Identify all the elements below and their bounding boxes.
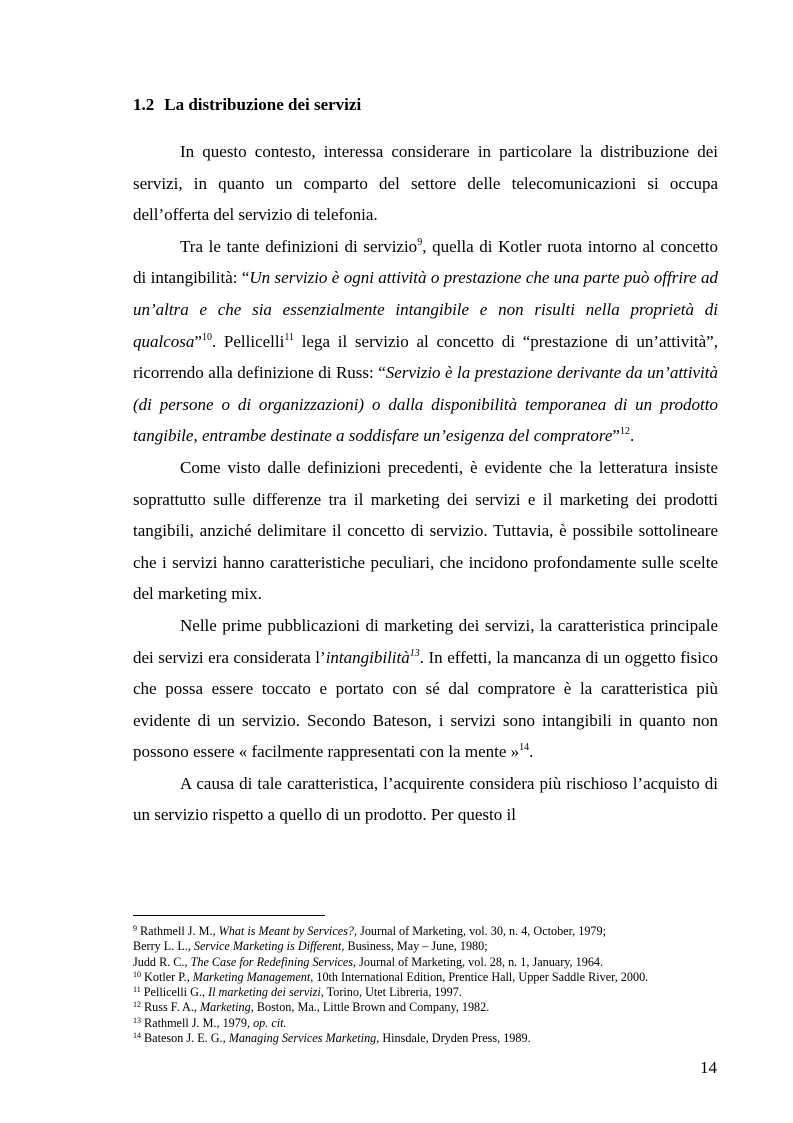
- text-run: Bateson J. E. G.,: [141, 1031, 229, 1046]
- footnote-9-line-2: [133, 939, 733, 954]
- cited-title: Marketing Management: [192, 969, 311, 984]
- kotler-quote: Un servizio è ogni attività o prestazione che una parte può offrire ad un’altra e che sia essenzialmente intangibile e non risulti nella proprietà di qualcosa: [133, 268, 718, 351]
- text-run: Nelle prime pubblicazioni di marketing dei servizi, la caratteristica principale dei servizi era considerata l’: [133, 615, 718, 667]
- text-run: . In effetti, la mancanza di un oggetto fisico che possa essere toccato e portato con sé dal compratore è la caratteristica più evidente di un servizio. Secondo Bateson, i servizi sono intangibili in quanto non possono essere « facilmente rappresentati con la mente »: [133, 647, 719, 762]
- section-heading: [133, 92, 361, 118]
- footnote-number: 9: [133, 924, 137, 933]
- text-run: .: [629, 426, 635, 446]
- text-run: Rathmell J. M.,: [137, 924, 219, 938]
- footnote-ref-12: 12: [619, 426, 630, 438]
- text-run: , Boston, Ma., Little Brown and Company, 1982.: [250, 1000, 490, 1015]
- text-run: ”: [194, 331, 202, 351]
- footnote-ref-11: 11: [284, 331, 294, 343]
- text-run: , Journal of Marketing, vol. 30, n. 4, October, 1979;: [353, 924, 607, 938]
- text-run: , Journal of Marketing, vol. 28, n. 1, January, 1964.: [353, 954, 604, 969]
- cited-title: Service Marketing is Different: [193, 939, 342, 954]
- footnote-ref-9: 9: [417, 236, 423, 248]
- cited-title: The Case for Redefining Services: [190, 954, 354, 969]
- russ-quote: Servizio è la prestazione derivante da un’attività (di persone o di organizzazioni) o dalla disponibilità temporanea di un prodotto tangibile, entrambe destinate a soddisfare un’esigenza del compratore: [133, 363, 718, 446]
- text-run: .: [529, 742, 534, 762]
- paragraph-5: A causa di tale caratteristica, l’acquirente considera più rischioso l’acquisto di un servizio rispetto a quello di un prodotto. Per questo il: [133, 773, 718, 825]
- text-run: Berry L. L.,: [133, 939, 194, 954]
- page-number: 14: [700, 1058, 717, 1077]
- footnote-ref-10: 10: [201, 331, 212, 343]
- footnotes: [133, 924, 733, 1046]
- paragraph-3: Come visto dalle definizioni precedenti, è evidente che la letteratura insiste soprattutto sulle differenze tra il marketing dei servizi e il marketing dei prodotti tangibili, anziché delimitare il concetto di servizio. Tuttavia, è possibile sottolineare che i servizi hanno caratteristiche peculiari, che incidono profondamente sulle scelte del marketing mix.: [133, 457, 718, 604]
- footnote-number: 11: [133, 985, 141, 995]
- text-run: . Pellicelli: [211, 331, 285, 351]
- body-text: [133, 136, 718, 831]
- text-run: , Business, May – June, 1980;: [341, 939, 488, 954]
- footnote-11: [133, 985, 733, 1000]
- paragraph-1: In questo contesto, interessa considerare in particolare la distribuzione dei servizi, in quanto un comparto del settore delle telecomunicazioni si occupa dell’offerta del servizio di telefonia.: [133, 142, 718, 225]
- intangibility-term: intangibilità: [325, 647, 410, 667]
- text-run: Tra le tante definizioni di servizio: [180, 236, 418, 256]
- text-run: , quella di Kotler ruota intorno al concetto di intangibilità: “: [133, 236, 718, 288]
- footnote-ref-13: [410, 648, 420, 659]
- text-run: Judd R. C.,: [133, 954, 191, 969]
- footnote-number: 10: [133, 969, 141, 979]
- section-number: 1.2: [133, 95, 155, 114]
- cited-title: op. cit.: [253, 1015, 287, 1030]
- paragraph-2: [133, 231, 718, 452]
- footnote-number: 13: [133, 1015, 141, 1025]
- cited-title: What is Meant by Services?: [218, 924, 354, 938]
- footnote-ref-14: 14: [519, 742, 530, 754]
- footnote-12: [133, 1000, 733, 1015]
- text-run: Russ F. A.,: [141, 1000, 200, 1015]
- footnote-separator: [133, 915, 325, 916]
- paragraph-4: [133, 610, 718, 768]
- footnote-9-line-3: [133, 955, 733, 970]
- text-run: lega il servizio al concetto di “prestazione di un’attività”, ricorrendo alla definizione di Russ: “: [133, 331, 718, 383]
- text-run: , Hinsdale, Dryden Press, 1989.: [376, 1031, 531, 1046]
- cited-title: Il marketing dei servizi: [208, 985, 321, 1000]
- text-run: Kotler P.,: [141, 969, 193, 984]
- footnote-number: 14: [133, 1031, 141, 1041]
- text-run: Rathmell J. M., 1979,: [141, 1015, 254, 1030]
- footnote-13: [133, 1016, 733, 1031]
- footnote-number: 12: [133, 1000, 141, 1010]
- cited-title: Marketing: [199, 1000, 251, 1015]
- footnote-10: [133, 970, 733, 985]
- cited-title: Managing Services Marketing: [228, 1031, 377, 1046]
- section-title: La distribuzione dei servizi: [164, 95, 362, 114]
- text-run: , Torino, Utet Libreria, 1997.: [320, 985, 462, 1000]
- text-run: Pellicelli G.,: [140, 985, 209, 1000]
- text-run: ”: [612, 426, 620, 446]
- footnote-ref-13-text: 13: [409, 647, 420, 659]
- text-run: , 10th International Edition, Prentice Hall, Upper Saddle River, 2000.: [310, 969, 649, 984]
- footnote-14: [133, 1031, 733, 1046]
- footnote-9: [133, 924, 733, 939]
